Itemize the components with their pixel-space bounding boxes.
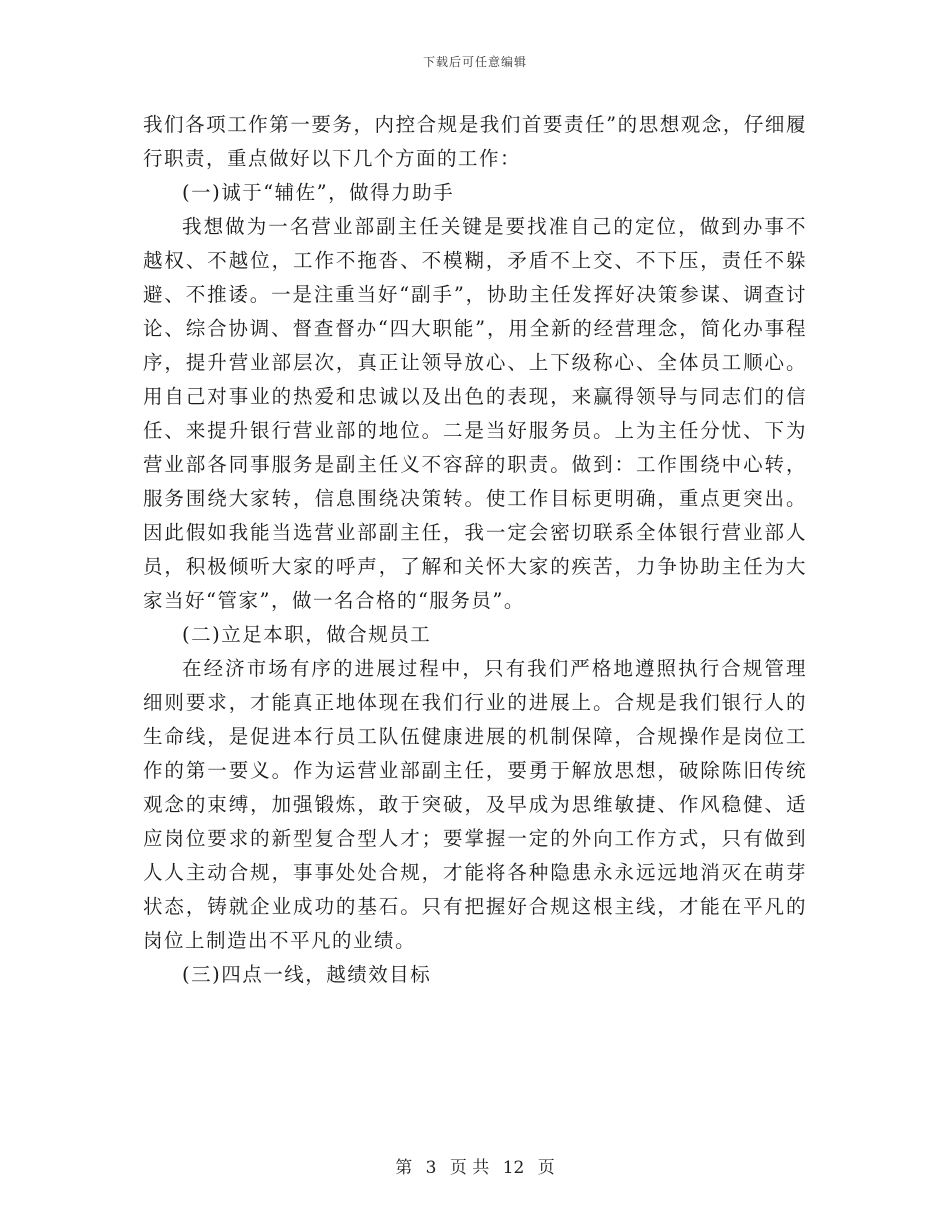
section-heading-2: (二)立足本职，做合规员工 — [182, 623, 432, 646]
footer-prefix: 第 — [395, 1158, 413, 1178]
footer-middle: 页 共 — [449, 1158, 490, 1178]
page-header: 下载后可任意编辑 — [422, 55, 527, 69]
footer-total-pages: 12 — [502, 1158, 525, 1178]
section-heading-3: (三)四点一线，越绩效目标 — [182, 963, 432, 986]
paragraph-1: 我们各项工作第一要务，内控合规是我们首要责任”的思想观念，仔细履行职责，重点做好以下几个方面的工作： — [143, 113, 807, 170]
footer-suffix: 页 — [537, 1158, 555, 1178]
document-body — [143, 108, 807, 992]
paragraph-2: 我想做为一名营业部副主任关键是要找准自己的定位，做到办事不越权、不越位，工作不拖沓、不模糊，矛盾不上交、不下压，责任不躲避、不推诿。一是注重当好“副手”，协助主任发挥好决策参谋、调查讨论、综合协调、督查督办“四大职能”，用全新的经营理念，简化办事程序，提升营业部层次，真正让领导放心、上下级称心、全体员工顺心。用自己对事业的热爱和忠诚以及出色的表现，来赢得领导与同志们的信任、来提升银行营业部的地位。二是当好服务员。上为主任分忧、下为营业部各同事服务是副主任义不容辞的职责。做到：工作围绕中心转，服务围绕大家转，信息围绕决策转。使工作目标更明确，重点更突出。因此假如我能当选营业部副主任，我一定会密切联系全体银行营业部人员，积极倾听大家的呼声，了解和关怀大家的疾苦，力争协助主任为大家当好“管家”，做一名合格的“服务员”。 — [143, 215, 807, 612]
paragraph-3: 在经济市场有序的进展过程中，只有我们严格地遵照执行合规管理细则要求，才能真正地体现在我们行业的进展上。合规是我们银行人的生命线，是促进本行员工队伍健康进展的机制保障，合规操作是岗位工作的第一要义。作为运营业部副主任，要勇于解放思想，破除陈旧传统观念的束缚，加强锻炼，敢于突破，及早成为思维敏捷、作风稳健、适应岗位要求的新型复合型人才；要掌握一定的外向工作方式，只有做到人人主动合规，事事处处合规，才能将各种隐患永永远远地消灭在萌芽状态，铸就企业成功的基石。只有把握好合规这根主线，才能在平凡的岗位上制造出不平凡的业绩。 — [143, 657, 807, 952]
section-heading-1: (一)诚于“辅佐”，做得力助手 — [182, 181, 455, 204]
page-footer — [0, 1153, 950, 1178]
footer-page-number: 3 — [425, 1158, 437, 1178]
